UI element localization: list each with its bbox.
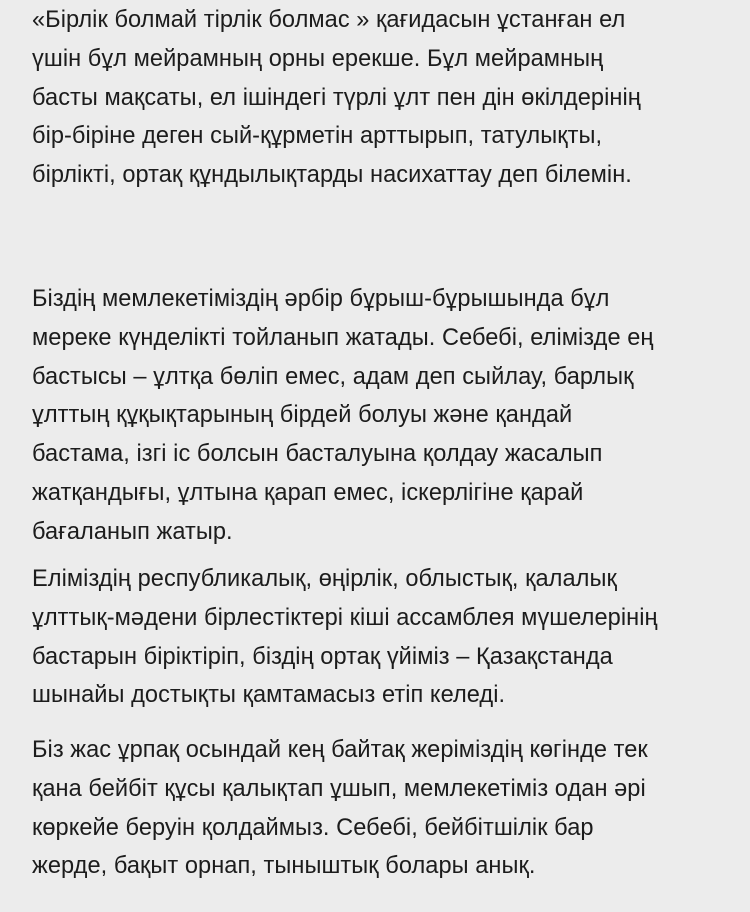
- text-line: мереке күнделікті тойланып жатады. Себебі, елімізде ең: [32, 324, 654, 351]
- text-line: бастысы – ұлтқа бөліп емес, адам деп сыйлау, барлық: [32, 363, 634, 390]
- text-line: Біз жас ұрпақ осындай кең байтақ жеріміздің көгінде тек: [32, 737, 648, 763]
- text-line: бірлікті, ортақ құндылықтарды насихаттау деп білемін.: [32, 162, 632, 189]
- text-line: жерде, бақыт орнап, тыныштық болары анық.: [32, 853, 536, 880]
- text-line: шынайы достықты қамтамасыз етіп келеді.: [32, 682, 506, 709]
- text-line: ұлттың құқықтарының бірдей болуы және қандай: [32, 402, 573, 429]
- text-line: жатқандығы, ұлтына қарап емес, іскерлігіне қарай: [32, 479, 584, 506]
- text-line: бастама, ізгі іс болсын басталуына қолдау жасалып: [32, 441, 603, 468]
- paragraph-1: [32, 1, 641, 195]
- text-line: бастарын біріктіріп, біздің ортақ үйіміз – Қазақстанда: [32, 643, 613, 670]
- text-line: үшін бұл мейрамның орны ерекше. Бұл мейрамның: [32, 45, 604, 72]
- text-line: Біздің мемлекетіміздің әрбір бұрыш-бұрышында бұл: [32, 286, 610, 312]
- text-line: «Бірлік болмай тірлік болмас » қағидасын ұстанған ел: [32, 7, 626, 33]
- text-line: бағаланып жатыр.: [32, 518, 233, 545]
- paragraph-4: [32, 731, 648, 886]
- paragraph-2: [32, 280, 654, 552]
- text-line: көркейе беруін қолдаймыз. Себебі, бейбітшілік бар: [32, 814, 594, 841]
- text-line: бір-біріне деген сый-құрметін арттырып, татулықты,: [32, 123, 603, 150]
- text-line: ұлттық-мәдени бірлестіктері кіші ассамблея мүшелерінің: [32, 604, 658, 631]
- paragraph-3: [32, 560, 658, 715]
- text-line: Еліміздің республикалық, өңірлік, облыстық, қалалық: [32, 566, 617, 592]
- text-line: басты мақсаты, ел ішіндегі түрлі ұлт пен дін өкілдерінің: [32, 84, 641, 111]
- text-line: қана бейбіт құсы қалықтап ұшып, мемлекетіміз одан әрі: [32, 775, 646, 802]
